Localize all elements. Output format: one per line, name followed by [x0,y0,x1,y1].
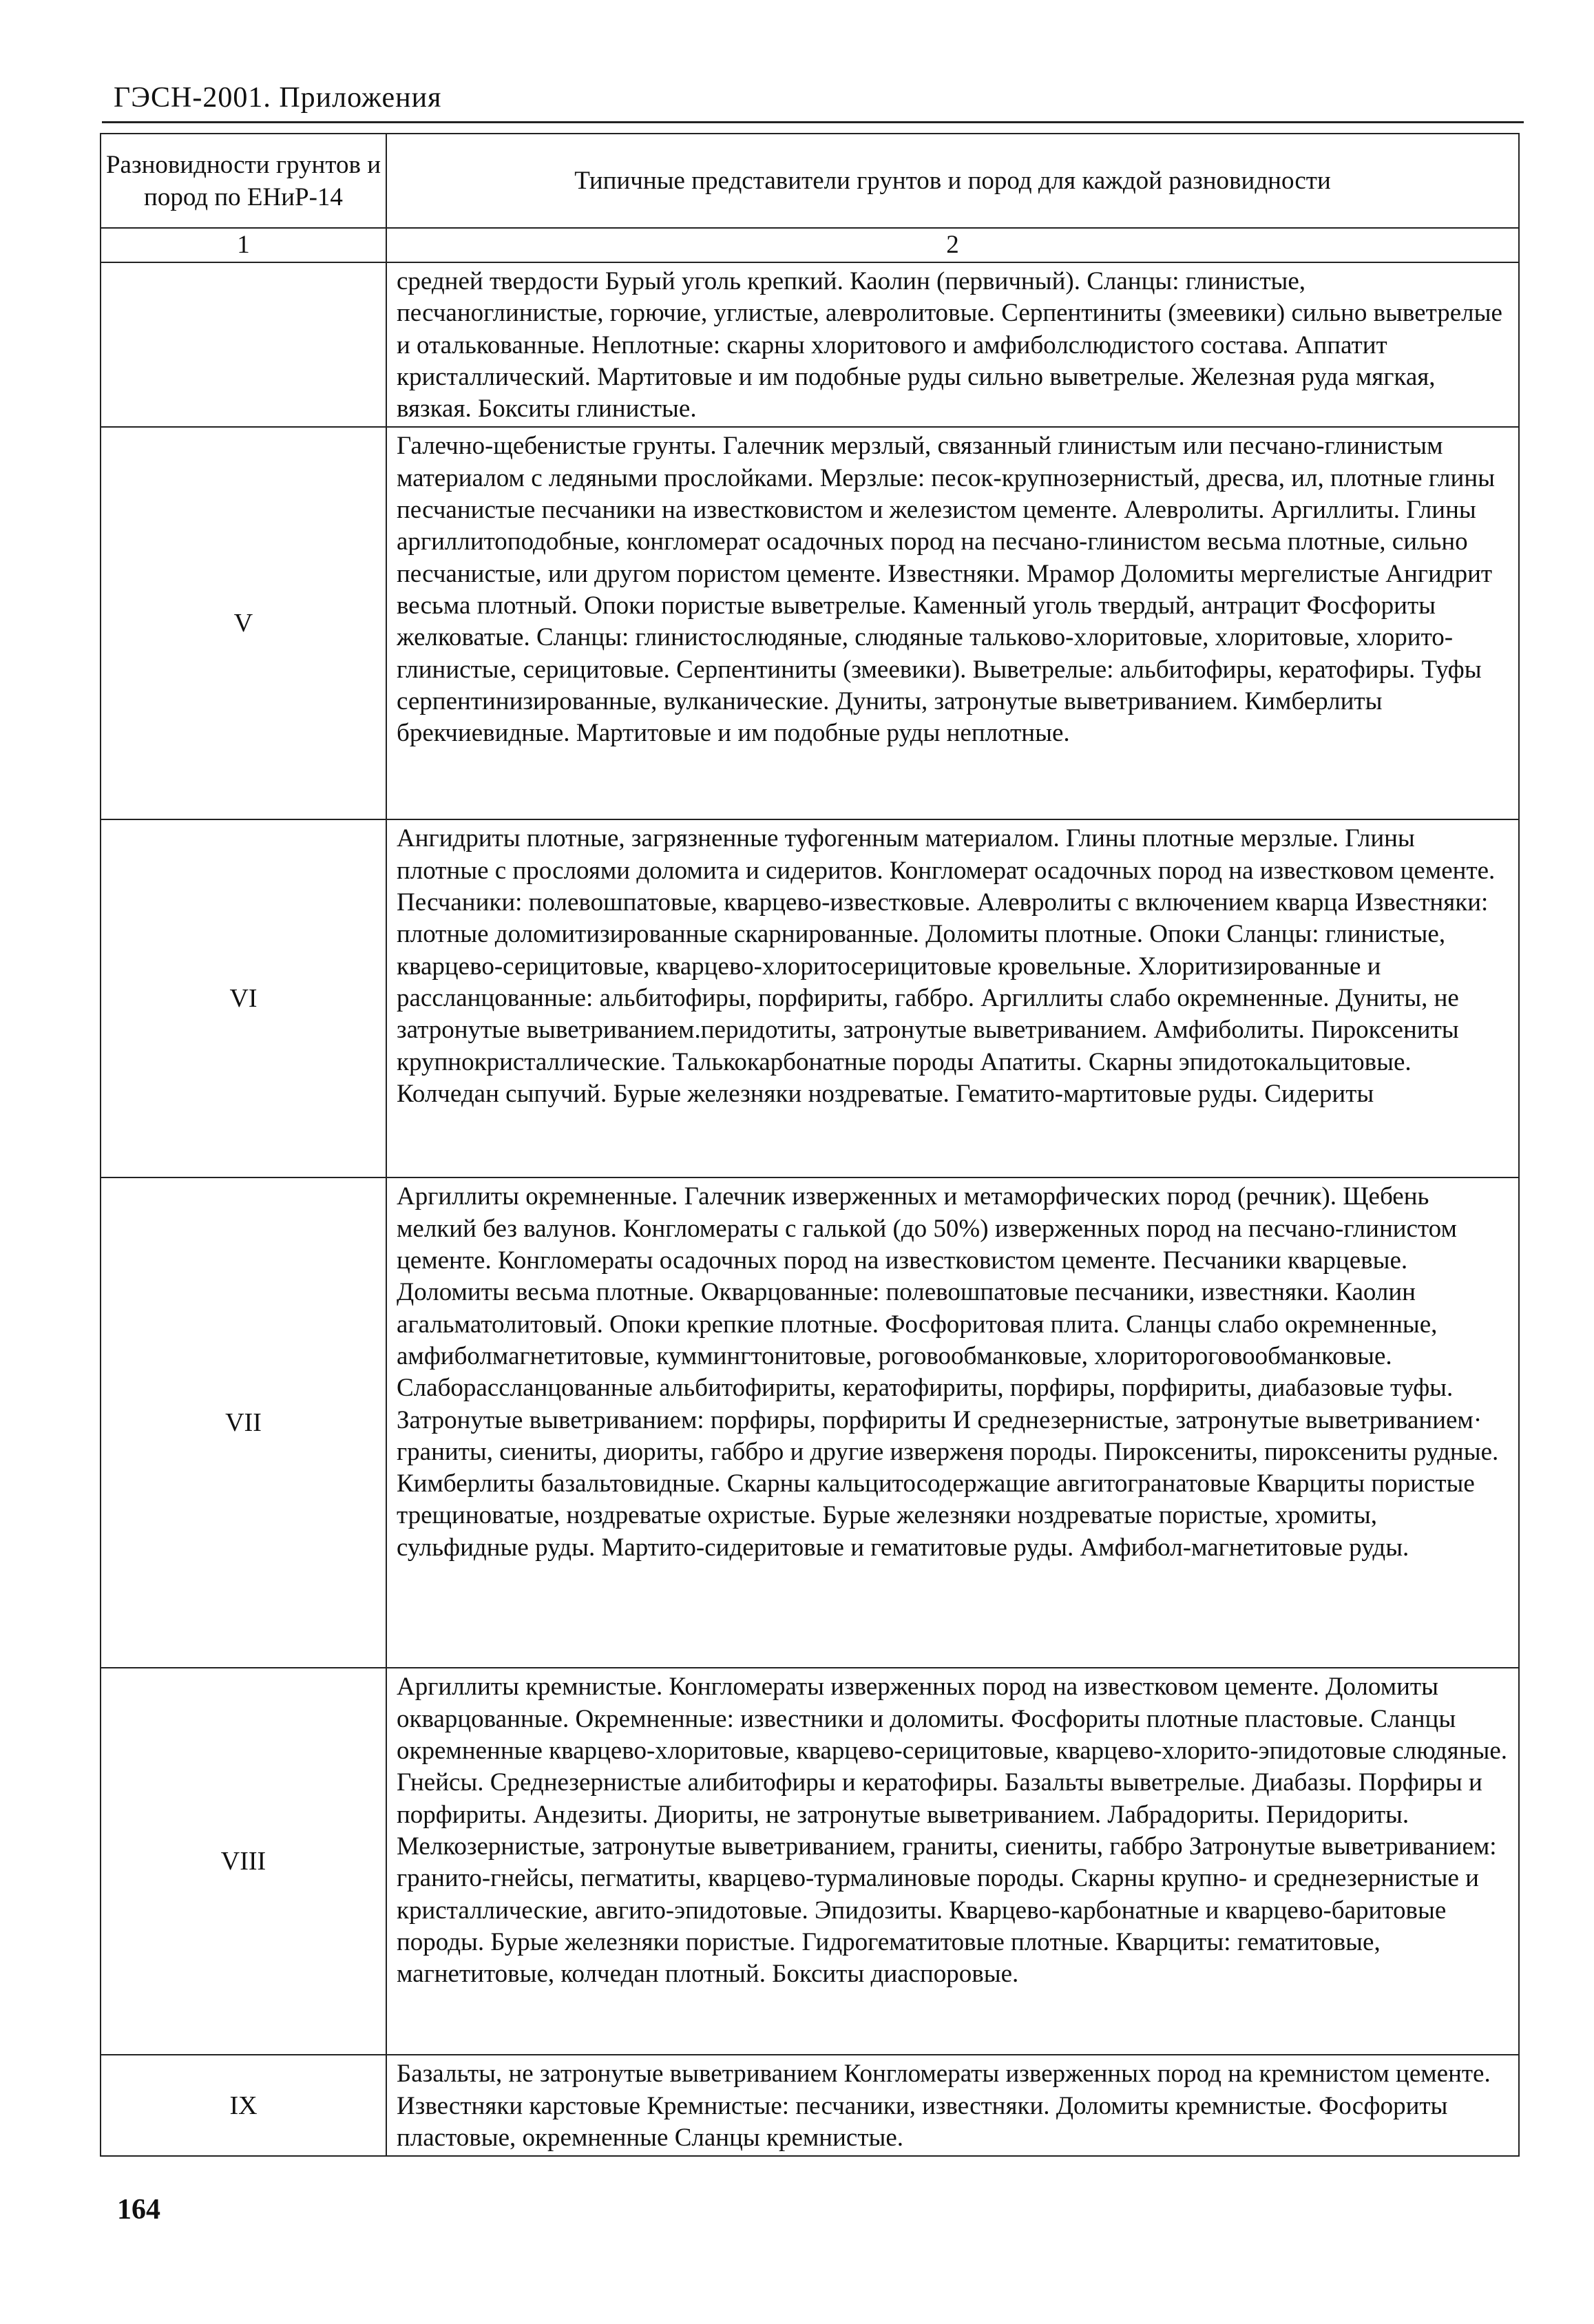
col2-number: 2 [386,228,1519,262]
table-row [101,2055,1519,2156]
description-cell: Базальты, не затронутые выветриванием Конгломераты изверженных пород на кремнистом цементе. Известняки карстовые Кремнистые: песчаники, известняки. Доломиты кремнистые. Фосфориты пластовые, окремненные Сланцы кремнистые. [386,2055,1519,2156]
description-cell: Аргиллиты окремненные. Галечник изверженных и метаморфических пород (речник). Щебень мелкий без валунов. Конгломераты с галькой (до 50%) изверженных пород на песчано-глинистом цементе. Конгломераты осадочных пород на известковистом цементе. Песчаники кварцевые. Доломиты весьма плотные. Окварцованные: полевошпатовые песчаники, известняки. Каолин агальматолитовый. Опоки крепкие плотные. Фосфоритовая плита. Сланцы слабо окремненные, амфиболмагнетитовые, куммингтонитовые, роговообманковые, хлоритороговообманковые. Слаборассланцованные альбитофириты, кератофириты, порфиры, порфириты, диабазовые туфы. Затронутые выветриванием: порфиры, порфириты И среднезернистые, затронутые выветриванием· граниты, сиениты, диориты, габбро и другие изверженя породы. Пироксениты, пироксениты рудные. Кимберлиты базальтовидные. Скарны кальцитосодержащие авгитогранатовые Кварциты пористые трещиноватые, ноздреватые охристые. Бурые железняки ноздреватые пористые, хромиты, сульфидные руды. Мартито-сидеритовые и гематитовые руды. Амфибол-магнетитовые руды. [386,1177,1519,1668]
col1-header: Разновидности грунтов и пород по ЕНиР-14 [101,134,386,228]
category-cell: IX [101,2055,386,2156]
table-row [101,1668,1519,2055]
description-cell: Галечно-щебенистые грунты. Галечник мерзлый, связанный глинистым или песчано-глинистым материалом с ледяными прослойками. Мерзлые: песок-крупнозернистый, дресва, ил, плотные глины песчанистые песчаники на известковистом и железистом цементе. Алевролиты. Аргиллиты. Глины аргиллитоподобные, конгломерат осадочных пород на песчано-глинистом весьма плотные, сильно песчанистые, или другом пористом цементе. Известняки. Мрамор Доломиты мергелистые Ангидрит весьма плотный. Опоки пористые выветрелые. Каменный уголь твердый, антрацит Фосфориты желковатые. Сланцы: глинистослюдяные, слюдяные тальково-хлоритовые, хлоритовые, хлорито-глинистые, серицитовые. Серпентиниты (змеевики). Выветрелые: альбитофиры, кератофиры. Туфы серпентинизированные, вулканические. Дуниты, затронутые выветриванием. Кимберлиты брекчиевидные. Мартитовые и им подобные руды неплотные. [386,427,1519,819]
table-row [101,427,1519,819]
category-cell: VII [101,1177,386,1668]
page-header-title: ГЭСН-2001. Приложения [114,82,442,114]
description-cell: средней твердости Бурый уголь крепкий. Каолин (первичный). Сланцы: глинистые, песчаноглинистые, горючие, углистые, алевролитовые. Серпентиниты (змеевики) сильно выветрелые и оталькованные. Неплотные: скарны хлоритового и амфиболслюдистого состава. Аппатит кристаллический. Мартитовые и им подобные руды сильно выветрелые. Железная руда мягкая, вязкая. Бокситы глинистые. [386,262,1519,427]
category-cell: V [101,427,386,819]
col1-number: 1 [101,228,386,262]
col2-header: Типичные представители грунтов и пород для каждой разновидности [386,134,1519,228]
page-number: 164 [117,2194,160,2226]
category-cell: VI [101,819,386,1177]
category-cell [101,262,386,427]
table-row [101,262,1519,427]
column-number-row [101,228,1519,262]
table-header-row [101,134,1519,228]
table-row [101,1177,1519,1668]
table-row [101,819,1519,1177]
soil-classification-table [100,133,1520,2157]
description-cell: Ангидриты плотные, загрязненные туфогенным материалом. Глины плотные мерзлые. Глины плотные с прослоями доломита и сидеритов. Конгломерат осадочных пород на известковом цементе. Песчаники: полевошпатовые, кварцево-известковые. Алевролиты с включением кварца Известняки: плотные доломитизированные скарнированные. Доломиты плотные. Опоки Сланцы: глинистые, кварцево-серицитовые, кварцево-хлоритосерицитовые кровельные. Хлоритизированные и рассланцованные: альбитофиры, порфириты, габбро. Аргиллиты слабо окремненные. Дуниты, не затронутые выветриванием.перидотиты, затронутые выветриванием. Амфиболиты. Пироксениты крупнокристаллические. Талькокарбонатные породы Апатиты. Скарны эпидотокальцитовые. Колчедан сыпучий. Бурые железняки ноздреватые. Гематито-мартитовые руды. Сидериты [386,819,1519,1177]
header-rule [102,121,1524,123]
description-cell: Аргиллиты кремнистые. Конгломераты изверженных пород на известковом цементе. Доломиты окварцованные. Окремненные: известники и доломиты. Фосфориты плотные пластовые. Сланцы окремненные кварцево-хлоритовые, кварцево-серицитовые, кварцево-хлорито-эпидотовые слюдяные. Гнейсы. Среднезернистые алибитофиры и кератофиры. Базальты выветрелые. Диабазы. Порфиры и порфириты. Андезиты. Диориты, не затронутые выветриванием. Лабрадориты. Перидориты. Мелкозернистые, затронутые выветриванием, граниты, сиениты, габбро Затронутые выветриванием: гранито-гнейсы, пегматиты, кварцево-турмалиновые породы. Скарны крупно- и среднезернистые и кристаллические, авгито-эпидотовые. Эпидозиты. Кварцево-карбонатные и кварцево-баритовые породы. Бурые железняки пористые. Гидрогематитовые плотные. Кварциты: гематитовые, магнетитовые, колчедан плотный. Бокситы диаспоровые. [386,1668,1519,2055]
category-cell: VIII [101,1668,386,2055]
